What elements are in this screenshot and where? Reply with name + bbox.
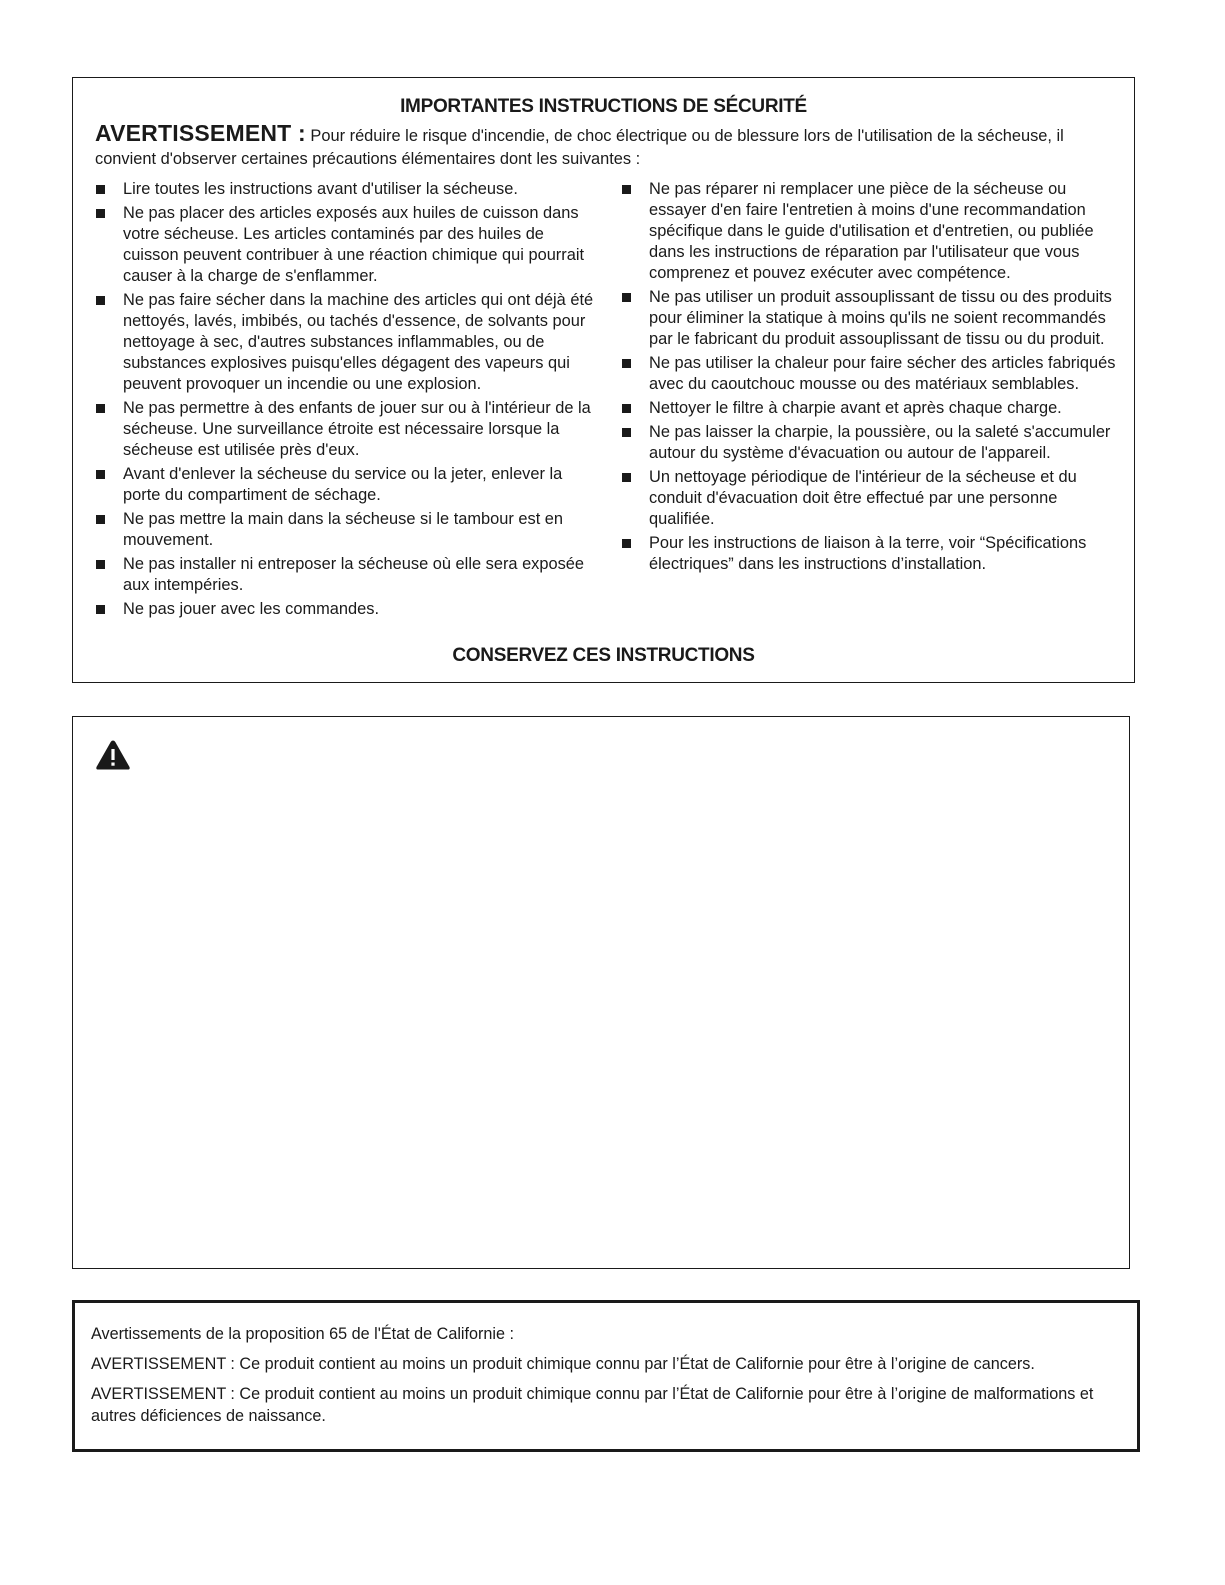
left-instruction-list [96,179,596,623]
instruction-text: Ne pas utiliser la chaleur pour faire sécher des articles fabriqués avec du caoutchouc mousse ou des matériaux semblables. [649,354,1116,393]
instruction-text: Ne pas réparer ni remplacer une pièce de la sécheuse ou essayer d'en faire l'entretien à moins d'une recommandation spécifique dans le guide d'utilisation et d'entretien, ou publiée dans les instructions de réparation par l'utilisateur que vous comprenez et pouvez exécuter avec compétence. [649,180,1094,282]
instruction-text: Nettoyer le filtre à charpie avant et après chaque charge. [649,399,1062,417]
instruction-item [622,533,1127,575]
square-bullet-icon [622,404,631,413]
instruction-text: Un nettoyage périodique de l'intérieur de la sécheuse et du conduit d'évacuation doit être effectué par une personne qualifiée. [649,468,1077,528]
instruction-item [96,554,596,596]
instruction-text: Avant d'enlever la sécheuse du service ou la jeter, enlever la porte du compartiment de séchage. [123,465,563,504]
square-bullet-icon [622,539,631,548]
instruction-item [622,467,1127,530]
instruction-text: Lire toutes les instructions avant d'utiliser la sécheuse. [123,180,518,198]
instruction-item [622,422,1127,464]
square-bullet-icon [96,470,105,479]
instruction-text: Ne pas jouer avec les commandes. [123,600,379,618]
instruction-item [96,179,596,200]
instruction-item [622,353,1127,395]
instruction-item [96,398,596,461]
square-bullet-icon [96,209,105,218]
instruction-item [96,290,596,395]
intro-text: Pour réduire le risque d'incendie, de choc électrique ou de blessure lors de l'utilisation de la sécheuse, il convient d'observer certaines précautions élémentaires dont les suivantes : [95,127,1064,168]
instruction-text: Ne pas laisser la charpie, la poussière, ou la saleté s'accumuler autour du système d'évacuation ou autour de l'appareil. [649,423,1111,462]
safety-instructions-box [72,77,1135,683]
instruction-item [96,599,596,620]
safety-intro [95,122,1114,171]
prop65-box [72,1300,1140,1452]
square-bullet-icon [622,428,631,437]
square-bullet-icon [96,560,105,569]
instruction-item [622,398,1127,419]
square-bullet-icon [96,515,105,524]
instruction-text: Pour les instructions de liaison à la terre, voir “Spécifications électriques” dans les instructions d’installation. [649,534,1087,573]
instruction-text: Ne pas mettre la main dans la sécheuse si le tambour est en mouvement. [123,510,564,549]
instruction-text: Ne pas utiliser un produit assouplissant de tissu ou des produits pour éliminer la statique à moins qu'ils ne soient recommandés par le fabricant du produit assouplissant de tissu ou du produit. [649,288,1112,348]
square-bullet-icon [96,605,105,614]
instruction-text: Ne pas faire sécher dans la machine des articles qui ont déjà été nettoyés, lavés, imbibés, ou tachés d'essence, de solvants pour nettoyage à sec, d'autres substances inflammables, ou de substances explosives puisqu'elles dégagent des vapeurs qui peuvent provoquer un incendie ou une explosion. [123,291,594,393]
warning-symbol-box [72,716,1130,1269]
instruction-item [622,287,1127,350]
prop65-warning-cancer: AVERTISSEMENT : Ce produit contient au moins un produit chimique connu par l’État de Californie pour être à l’origine de cancers. [91,1355,1035,1373]
instruction-item [622,179,1127,284]
square-bullet-icon [622,359,631,368]
square-bullet-icon [622,473,631,482]
instruction-text: Ne pas placer des articles exposés aux huiles de cuisson dans votre sécheuse. Les articles contaminés par des huiles de cuisson peuvent contribuer à une réaction chimique qui pourrait causer à la charge de s'enflammer. [123,204,585,285]
instruction-text: Ne pas installer ni entreposer la sécheuse où elle sera exposée aux intempéries. [123,555,585,594]
square-bullet-icon [96,185,105,194]
instruction-text: Ne pas permettre à des enfants de jouer sur ou à l'intérieur de la sécheuse. Une surveillance étroite est nécessaire lorsque la sécheuse est utilisée près d'eux. [123,399,591,459]
square-bullet-icon [622,185,631,194]
safety-title: IMPORTANTES INSTRUCTIONS DE SÉCURITÉ [400,96,807,117]
square-bullet-icon [622,293,631,302]
square-bullet-icon [96,296,105,305]
instruction-item [96,203,596,287]
warning-triangle-icon [95,739,131,771]
instruction-item [96,509,596,551]
instruction-item [96,464,596,506]
warning-word: AVERTISSEMENT : [95,120,306,146]
keep-instructions-title: CONSERVEZ CES INSTRUCTIONS [452,645,755,666]
prop65-warning-birth-defects: AVERTISSEMENT : Ce produit contient au moins un produit chimique connu par l’État de Californie pour être à l’origine de malformations et autres déficiences de naissance. [91,1385,1094,1425]
right-instruction-list [622,179,1127,578]
prop65-heading: Avertissements de la proposition 65 de l'État de Californie : [91,1325,515,1343]
square-bullet-icon [96,404,105,413]
